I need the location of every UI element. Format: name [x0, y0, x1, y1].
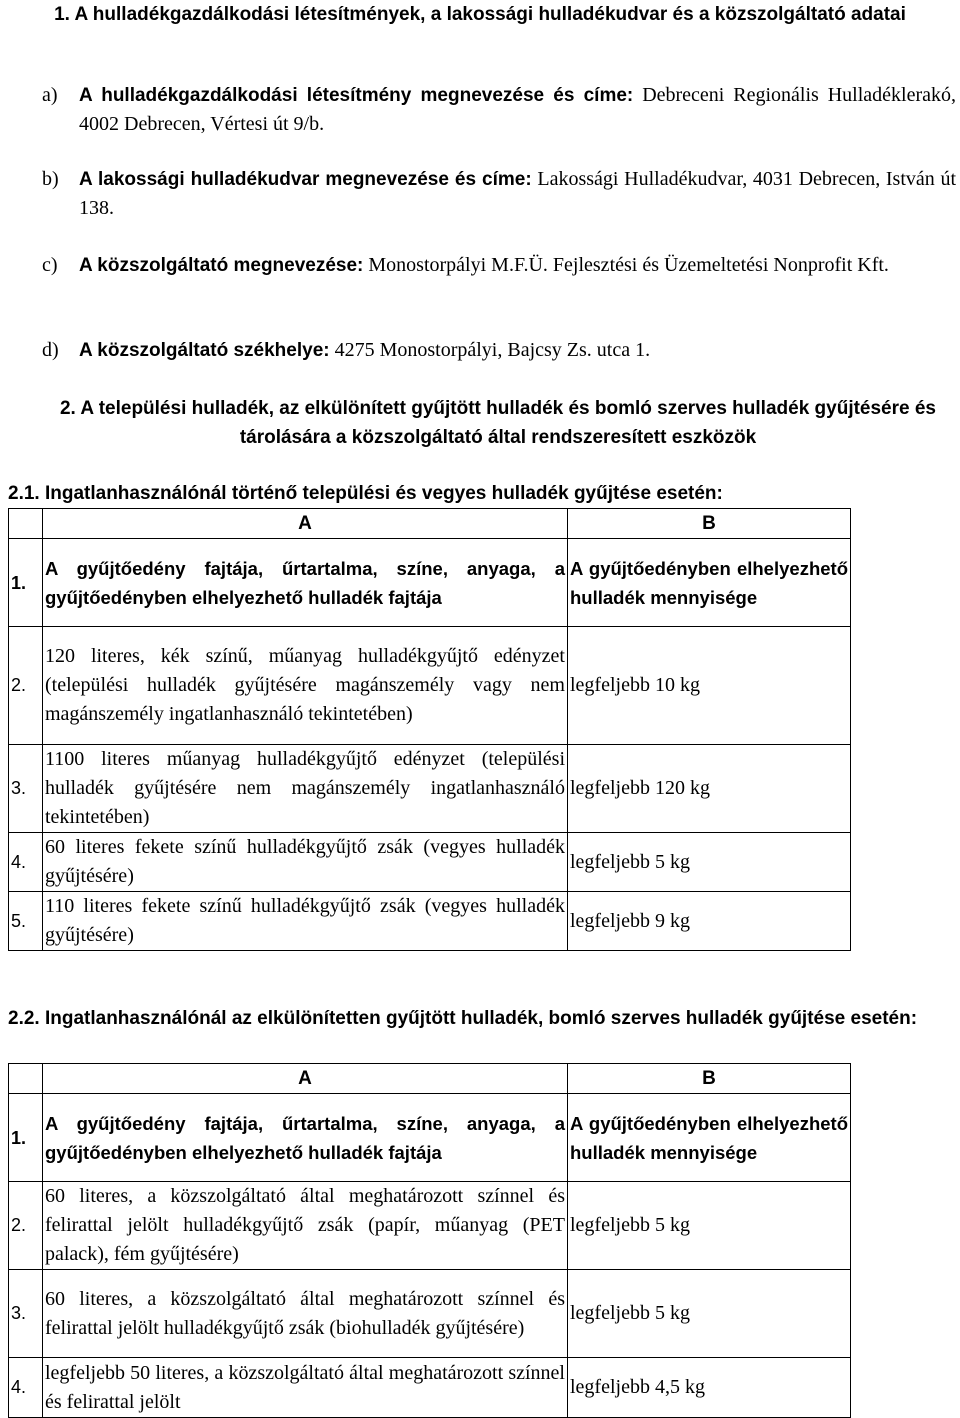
column-b-header: B [568, 1064, 851, 1094]
item-d [42, 336, 956, 365]
section-1-title: 1. A hulladékgazdálkodási létesítmények, a lakossági hulladékudvar és a közszolgáltató adatai [54, 4, 906, 25]
cell-b: legfeljebb 5 kg [568, 833, 851, 892]
cell-a: 110 literes fekete színű hulladékgyűjtő zsák (vegyes hulladék gyűjtésére) [43, 892, 568, 951]
section-2-title: 2. A települési hulladék, az elkülönített gyűjtött hulladék és bomló szerves hulladék gyűjtésére és tárolására a közszolgáltató által rendszeresített eszközök [59, 398, 936, 448]
cell-b: legfeljebb 10 kg [568, 627, 851, 745]
item-d-value: 4275 Monostorpályi, Bajcsy Zs. utca 1. [334, 339, 651, 361]
cell-b: A gyűjtőedényben elhelyezhető hulladék mennyisége [568, 1094, 851, 1182]
table-row [9, 509, 851, 539]
item-b-marker: b) [42, 168, 59, 190]
item-d-label: A közszolgáltató székhelye: [79, 340, 330, 361]
row-number: 5. [11, 910, 27, 931]
column-a-header: A [43, 509, 568, 539]
item-c [42, 251, 956, 280]
item-b-value: Lakossági Hulladékudvar, 4031 Debrecen, István út 138. [79, 168, 957, 219]
item-d-marker: d) [42, 339, 59, 361]
table-row [9, 1182, 851, 1270]
cell-b: legfeljebb 9 kg [568, 892, 851, 951]
cell-a: A gyűjtőedény fajtája, űrtartalma, színe, anyaga, a gyűjtőedényben elhelyezhető hulladék fajtája [43, 1094, 568, 1182]
cell-a: legfeljebb 50 literes, a közszolgáltató által meghatározott színnel és felirattal jelölt [43, 1358, 568, 1418]
row-number: 4. [11, 851, 27, 872]
item-a-label: A hulladékgazdálkodási létesítmény megnevezése és címe: [79, 85, 634, 106]
column-a-header: A [43, 1064, 568, 1094]
item-b-label: A lakossági hulladékudvar megnevezése és címe: [79, 169, 532, 190]
table-row [9, 627, 851, 745]
cell-a: 120 literes, kék színű, műanyag hulladékgyűjtő edényzet (települési hulladék gyűjtésére magánszemély vagy nem magánszemély ingatlanhasználó tekintetében) [43, 627, 568, 745]
item-a [42, 81, 956, 139]
cell-a: 60 literes, a közszolgáltató által meghatározott színnel és felirattal jelölt hulladékgyűjtő zsák (papír, műanyag (PET palack), fém gyűjtésére) [43, 1182, 568, 1270]
table-2-title: 2.2. Ingatlanhasználónál az elkülönítetten gyűjtött hulladék, bomló szerves hulladék gyűjtése esetén: [8, 1008, 918, 1029]
table-row [9, 892, 851, 951]
table-row [9, 1270, 851, 1358]
item-b [42, 165, 956, 223]
cell-b: legfeljebb 5 kg [568, 1182, 851, 1270]
cell-b: legfeljebb 4,5 kg [568, 1358, 851, 1418]
row-number: 4. [11, 1377, 27, 1397]
column-b-header: B [568, 509, 851, 539]
cell-b: legfeljebb 120 kg [568, 745, 851, 833]
table-row [9, 1358, 851, 1418]
row-number: 2. [11, 675, 27, 695]
item-a-value: Debreceni Regionális Hulladéklerakó, 4002 Debrecen, Vértesi út 9/b. [79, 84, 957, 135]
row-number: 1. [11, 572, 27, 593]
cell-a: 60 literes fekete színű hulladékgyűjtő zsák (vegyes hulladék gyűjtésére) [43, 833, 568, 892]
item-c-marker: c) [42, 254, 58, 276]
table-1 [8, 508, 851, 951]
table-row [9, 539, 851, 627]
table-1-title: 2.1. Ingatlanhasználónál történő települési és vegyes hulladék gyűjtése esetén: [8, 483, 723, 504]
table-row [9, 833, 851, 892]
cell-a: 60 literes, a közszolgáltató által meghatározott színnel és felirattal jelölt hulladékgyűjtő zsák (biohulladék gyűjtésére) [43, 1270, 568, 1358]
cell-b: A gyűjtőedényben elhelyezhető hulladék mennyisége [568, 539, 851, 627]
row-number: 1. [11, 1127, 27, 1148]
table-2 [8, 1063, 851, 1418]
item-c-value: Monostorpályi M.F.Ü. Fejlesztési és Üzemeltetési Nonprofit Kft. [368, 254, 889, 276]
table-row [9, 1064, 851, 1094]
row-number: 2. [11, 1215, 27, 1235]
cell-a: A gyűjtőedény fajtája, űrtartalma, színe, anyaga, a gyűjtőedényben elhelyezhető hulladék fajtája [43, 539, 568, 627]
cell-b: legfeljebb 5 kg [568, 1270, 851, 1358]
row-number: 3. [11, 778, 27, 798]
item-a-marker: a) [42, 84, 58, 106]
item-c-label: A közszolgáltató megnevezése: [79, 255, 364, 276]
table-row [9, 1094, 851, 1182]
row-number: 3. [11, 1303, 27, 1323]
table-row [9, 745, 851, 833]
cell-a: 1100 literes műanyag hulladékgyűjtő edényzet (települési hulladék gyűjtésére nem magánszemély ingatlanhasználó tekintetében) [43, 745, 568, 833]
